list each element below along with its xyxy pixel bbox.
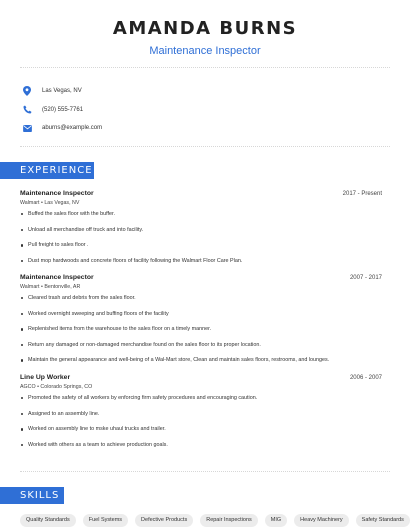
experience-entry	[20, 190, 382, 272]
job-title: Line Up Worker	[20, 374, 71, 381]
phone-icon	[22, 105, 32, 115]
contact-email	[20, 119, 390, 138]
job-location: Las Vegas, NV	[44, 200, 80, 206]
list-item: Buffed the sales floor with the buffer.	[20, 210, 382, 226]
list-item: Pull freight to sales floor .	[20, 241, 382, 257]
list-item: Worked overnight sweeping and buffing floors of the facility	[20, 310, 382, 326]
job-company-location: Walmart • Las Vegas, NV	[20, 200, 80, 206]
job-dates: 2007 - 2017	[349, 275, 382, 281]
list-item: Cleared trash and debris from the sales floor.	[20, 294, 382, 310]
list-item: Worked with others as a team to achieve production goals.	[20, 441, 382, 457]
job-bullets	[20, 210, 382, 272]
skill-chip: Quality Standards	[20, 514, 76, 527]
contact-location-text: Las Vegas, NV	[42, 88, 82, 95]
list-item: Promoted the safety of all workers by enforcing firm safety procedures and encouraging caution.	[20, 394, 382, 410]
divider	[20, 67, 390, 68]
contact-phone-text: (520) 555-7761	[42, 106, 84, 113]
resume-header	[0, 18, 410, 57]
divider	[20, 146, 390, 147]
job-company-location: Walmart • Bentonville, AR	[20, 284, 81, 290]
job-company: AGCO	[20, 384, 36, 390]
list-item: Return any damaged or non-damaged merchandise found on the sales floor to its proper location.	[20, 341, 382, 357]
list-item: Assigned to an assembly line.	[20, 410, 382, 426]
contact-email-text: aburns@example.com	[42, 125, 103, 132]
contact-location	[20, 82, 390, 101]
job-dates: 2017 - Present	[342, 191, 382, 197]
skills-list	[20, 514, 410, 527]
skill-chip: MIG	[265, 514, 287, 527]
job-bullets	[20, 394, 382, 456]
job-dates: 2006 - 2007	[349, 375, 382, 381]
job-company: Walmart	[20, 200, 40, 206]
contact-phone	[20, 101, 390, 120]
candidate-title: Maintenance Inspector	[149, 45, 261, 57]
job-title: Maintenance Inspector	[20, 274, 94, 281]
skill-chip: Safety Standards	[356, 514, 410, 527]
job-bullets	[20, 294, 382, 372]
skill-chip: Heavy Machinery	[294, 514, 349, 527]
job-location: Bentonville, AR	[44, 284, 81, 290]
divider	[20, 471, 390, 472]
skill-chip: Repair Inspections	[200, 514, 258, 527]
list-item: Replenished items from the warehouse to the sales floor on a timely manner.	[20, 325, 382, 341]
experience-entry	[20, 274, 382, 372]
skill-chip: Defective Products	[135, 514, 193, 527]
job-title: Maintenance Inspector	[20, 190, 94, 197]
contact-list	[20, 82, 390, 138]
job-company-location: AGCO • Colorado Springs, CO	[20, 384, 93, 390]
list-item: Maintain the general appearance and well-being of a Wal-Mart store, Clean and maintain sales floors, restrooms, and lounges.	[20, 356, 382, 372]
skills-section-heading: SKILLS	[0, 487, 64, 504]
skill-chip: Fuel Systems	[83, 514, 128, 527]
location-pin-icon	[22, 86, 32, 96]
job-company: Walmart	[20, 284, 40, 290]
candidate-name: AMANDA BURNS	[112, 18, 298, 39]
experience-section-heading: EXPERIENCE	[0, 162, 94, 179]
list-item: Unload all merchandise off truck and into facility.	[20, 226, 382, 242]
experience-entry	[20, 374, 382, 456]
list-item: Dust mop hardwoods and concrete floors of facility following the Walmart Floor Care Plan.	[20, 257, 382, 273]
email-icon	[22, 123, 32, 133]
job-location: Colorado Springs, CO	[40, 384, 93, 390]
list-item: Worked on assembly line to mske uhaul trucks and trailer.	[20, 425, 382, 441]
